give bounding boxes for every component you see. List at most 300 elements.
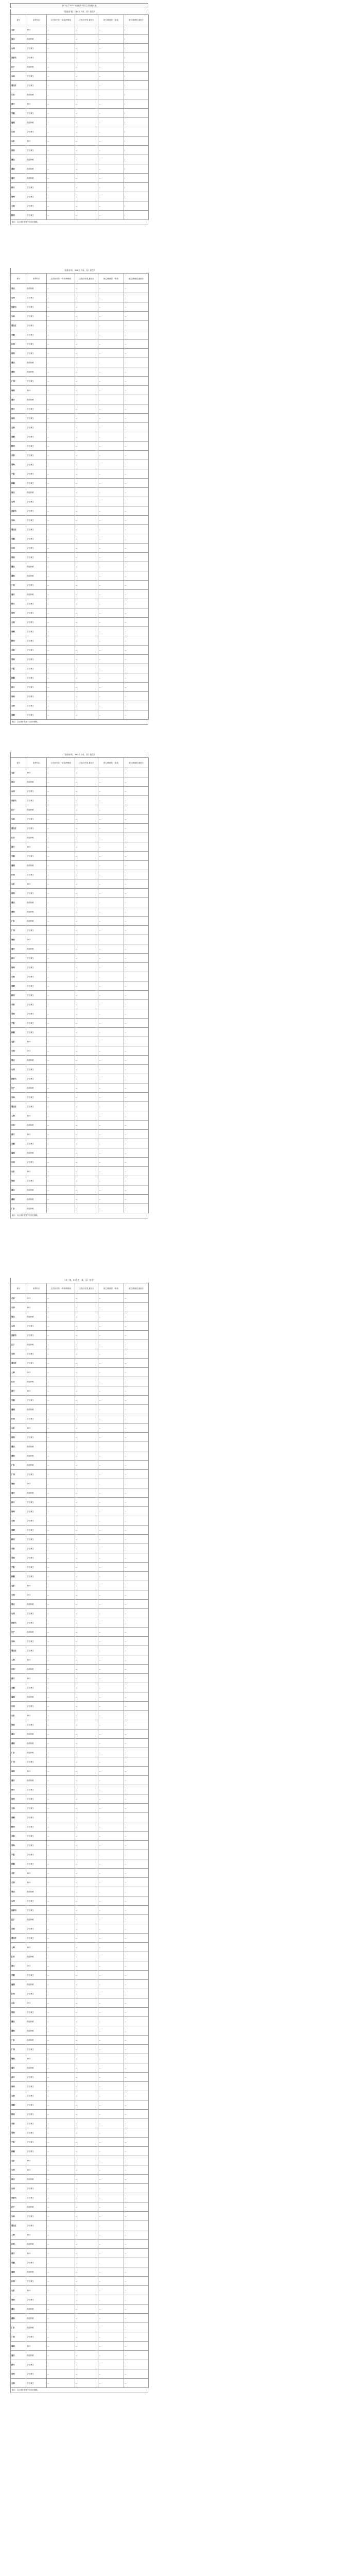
table-cell: — <box>75 683 98 692</box>
province-cell: 山西 <box>11 1065 26 1074</box>
table-cell: — <box>98 2147 124 2156</box>
table-row <box>11 367 149 377</box>
province-cell: 山西 <box>11 1896 26 1906</box>
table-cell: — <box>75 2323 98 2332</box>
table-cell: — <box>98 340 124 349</box>
table-cell: 3+3 <box>26 1655 47 1665</box>
table-row <box>11 1998 149 2008</box>
table-cell: — <box>75 1000 98 1009</box>
province-cell: 黑龙江 <box>11 321 26 330</box>
table-cell: 文史/理工 <box>26 1359 47 1368</box>
table-cell: 首选物理 <box>26 1083 47 1093</box>
table-cell: / <box>124 146 149 155</box>
table-cell: — <box>98 1739 124 1748</box>
table-cell: — <box>98 1822 124 1832</box>
table-cell: — <box>98 1028 124 1037</box>
table-cell: 首选物理 <box>26 2351 47 2360</box>
table-cell: — <box>98 1000 124 1009</box>
table-cell: — <box>47 1195 75 1204</box>
table-cell: — <box>98 2110 124 2119</box>
table-cell: — <box>98 1195 124 1204</box>
province-cell: 宁夏 <box>11 1850 26 1859</box>
table-row <box>11 62 149 72</box>
table-row <box>11 1887 149 1896</box>
table-header-cell: 高考科目 <box>26 274 47 284</box>
table-row <box>11 72 149 81</box>
province-cell: 贵州 <box>11 414 26 423</box>
table-cell: — <box>47 2008 75 2017</box>
table-cell: — <box>124 293 149 302</box>
table-cell: — <box>98 1553 124 1563</box>
table-header-cell: 理工/物理类 一本线 <box>98 15 124 25</box>
table-cell: — <box>98 1924 124 1934</box>
table-cell: / <box>124 35 149 44</box>
table-row <box>11 395 149 404</box>
table-cell: — <box>47 944 75 954</box>
table-cell: — <box>98 1590 124 1600</box>
table-cell: — <box>47 2221 75 2230</box>
province-cell: 辽宁 <box>11 1628 26 1637</box>
table-cell: — <box>98 1349 124 1359</box>
table-cell: — <box>98 44 124 53</box>
table-cell: — <box>98 1934 124 1943</box>
table-cell: 文史/理工 <box>26 1618 47 1628</box>
table-cell: — <box>98 852 124 861</box>
table-cell: — <box>75 1349 98 1359</box>
table-cell: — <box>75 2054 98 2063</box>
province-cell: 陕西 <box>11 1535 26 1544</box>
province-cell: 湖北 <box>11 358 26 367</box>
table-row <box>11 1019 149 1028</box>
table-cell: — <box>75 889 98 898</box>
table-cell: — <box>98 608 124 618</box>
table-cell: — <box>75 109 98 118</box>
table-cell: — <box>98 1702 124 1711</box>
table-row <box>11 2119 149 2128</box>
table-cell: — <box>75 627 98 636</box>
table-cell: — <box>98 1961 124 1971</box>
table-row <box>11 2240 149 2249</box>
table-cell: 首选物理 <box>26 2063 47 2073</box>
table-header-cell: 省份 <box>11 1283 26 1294</box>
table-cell: — <box>47 137 75 146</box>
table-cell: — <box>98 525 124 534</box>
table-row <box>11 109 149 118</box>
table-row <box>11 581 149 590</box>
province-cell: 广西 <box>11 2332 26 2342</box>
table-row <box>11 1674 149 1683</box>
table-cell: — <box>98 1544 124 1553</box>
table-cell: 文史/理工 <box>26 1609 47 1618</box>
province-cell: 北京 <box>11 1294 26 1303</box>
table-cell: — <box>75 1046 98 1056</box>
table-cell: — <box>124 1065 149 1074</box>
table-cell: — <box>75 1195 98 1204</box>
table-cell: 3+3 <box>26 1590 47 1600</box>
table-cell: 首选物理 <box>26 1748 47 1757</box>
table-row <box>11 571 149 581</box>
table-cell: 首选物理 <box>26 1204 47 1213</box>
table-cell: — <box>47 1832 75 1841</box>
table-cell: — <box>124 1037 149 1046</box>
table-cell: 文史/理工 <box>26 815 47 824</box>
table-row <box>11 2342 149 2351</box>
table-cell: — <box>124 497 149 506</box>
table-cell: — <box>47 2230 75 2240</box>
table-cell: — <box>47 1980 75 1989</box>
table-cell: — <box>98 442 124 451</box>
province-cell: 新疆 <box>11 1859 26 1869</box>
section-3 <box>10 752 148 1218</box>
table-cell: — <box>75 2369 98 2379</box>
table-cell: — <box>98 581 124 590</box>
table-cell: — <box>47 2100 75 2110</box>
table-cell: — <box>124 321 149 330</box>
table-cell: — <box>98 544 124 553</box>
province-cell: 山西 <box>11 497 26 506</box>
table-cell: — <box>47 972 75 981</box>
table-cell: 文史/理工 <box>26 1822 47 1832</box>
table-cell: — <box>75 1479 98 1488</box>
table-cell: — <box>75 2295 98 2304</box>
table-cell: — <box>75 1331 98 1340</box>
table-row <box>11 90 149 99</box>
table-row <box>11 805 149 815</box>
table-cell: — <box>47 1405 75 1414</box>
table-cell: — <box>98 469 124 479</box>
table-cell: 文史/理工 <box>26 1906 47 1915</box>
table-cell: — <box>98 963 124 972</box>
table-cell: — <box>124 2304 149 2314</box>
table-cell: — <box>75 423 98 432</box>
province-cell: 福建 <box>11 1148 26 1158</box>
table-cell: 3+3 <box>26 1581 47 1590</box>
table-cell: — <box>47 805 75 815</box>
province-cell: 云南 <box>11 1804 26 1813</box>
table-cell: — <box>75 2026 98 2036</box>
table-cell: 首选物理 <box>26 861 47 870</box>
table-cell: — <box>75 1442 98 1451</box>
table-cell: — <box>75 1158 98 1167</box>
table-cell: — <box>47 155 75 164</box>
table-cell: — <box>124 852 149 861</box>
table-cell: — <box>47 386 75 395</box>
table-cell: — <box>75 460 98 469</box>
province-cell: 贵州 <box>11 692 26 701</box>
table-cell: 文史/理工 <box>26 889 47 898</box>
table-cell: — <box>47 367 75 377</box>
table-cell: — <box>124 460 149 469</box>
table-cell: — <box>47 1303 75 1312</box>
table-cell: 文史/理工 <box>26 1971 47 1980</box>
province-cell: 新疆 <box>11 1028 26 1037</box>
table-cell: — <box>124 1046 149 1056</box>
table-cell: — <box>75 1711 98 1720</box>
table-row <box>11 1083 149 1093</box>
table-cell: — <box>124 1544 149 1553</box>
table-cell: — <box>47 1167 75 1176</box>
table-cell: — <box>98 516 124 525</box>
table-cell: — <box>47 1396 75 1405</box>
table-cell: — <box>75 2277 98 2286</box>
table-cell: — <box>98 1130 124 1139</box>
table-cell: — <box>98 1655 124 1665</box>
table-cell: — <box>47 1294 75 1303</box>
table-cell: 文史/理工 <box>26 1158 47 1167</box>
table-row <box>11 1813 149 1822</box>
table-cell: — <box>124 553 149 562</box>
table-cell: — <box>75 349 98 358</box>
province-cell: 北京 <box>11 1869 26 1878</box>
table-cell: — <box>98 1321 124 1331</box>
table-cell: — <box>98 1535 124 1544</box>
table-cell: — <box>75 1176 98 1185</box>
table-row <box>11 636 149 646</box>
province-cell: 江苏 <box>11 2240 26 2249</box>
table-cell: — <box>124 1158 149 1167</box>
table-cell: — <box>75 164 98 174</box>
table-cell: — <box>47 1488 75 1498</box>
table-row <box>11 1683 149 1692</box>
table-cell: — <box>47 1720 75 1730</box>
table-cell: 文史/理工 <box>26 787 47 796</box>
section-2 <box>10 268 148 725</box>
table-cell: — <box>124 1822 149 1832</box>
table-row <box>11 2054 149 2063</box>
table-cell: — <box>75 2165 98 2175</box>
table-cell: 首选物理 <box>26 1195 47 1204</box>
province-cell: 重庆 <box>11 2063 26 2073</box>
table-cell: — <box>47 1572 75 1581</box>
table-cell: 文史/理工 <box>26 1757 47 1767</box>
table-cell: — <box>47 1083 75 1093</box>
table-cell: — <box>124 488 149 497</box>
table-cell: — <box>75 544 98 553</box>
table-cell: — <box>75 1037 98 1046</box>
table-cell: — <box>75 553 98 562</box>
table-row <box>11 917 149 926</box>
table-cell: — <box>98 2379 124 2388</box>
table-cell: — <box>47 683 75 692</box>
table-cell: — <box>75 174 98 183</box>
table-cell: 文史/理工 <box>26 1433 47 1442</box>
table-cell: — <box>124 1665 149 1674</box>
table-cell: — <box>98 1887 124 1896</box>
table-cell: — <box>124 2342 149 2351</box>
table-cell: — <box>75 926 98 935</box>
table-cell: — <box>124 1628 149 1637</box>
table-cell: — <box>75 2119 98 2128</box>
table-cell: — <box>124 2026 149 2036</box>
province-cell: 云南 <box>11 2379 26 2388</box>
table-cell: 3+3 <box>26 137 47 146</box>
table-cell: — <box>124 330 149 340</box>
table-cell: — <box>75 805 98 815</box>
table-row <box>11 1368 149 1377</box>
section-1 <box>10 9 148 225</box>
table-cell: — <box>75 861 98 870</box>
table-cell: — <box>124 2314 149 2323</box>
table-cell: — <box>124 824 149 833</box>
table-cell: — <box>124 2323 149 2332</box>
province-cell: 河北 <box>11 2175 26 2184</box>
table-row <box>11 1498 149 1507</box>
table-cell: — <box>47 1785 75 1794</box>
table-cell: — <box>124 2286 149 2295</box>
table-cell: 文史/理工 <box>26 1526 47 1535</box>
table-cell: — <box>98 2369 124 2379</box>
table-cell: — <box>98 590 124 599</box>
table-cell: / <box>124 72 149 81</box>
table-cell: 首选物理 <box>26 1340 47 1349</box>
table-cell: — <box>124 1692 149 1702</box>
table-cell: — <box>75 1748 98 1757</box>
table-cell: 文史/理工 <box>26 516 47 525</box>
table-cell: — <box>98 2175 124 2184</box>
table-header-row <box>11 758 149 768</box>
province-cell: 甘肃 <box>11 646 26 655</box>
table-cell: — <box>98 1451 124 1461</box>
table-cell: — <box>75 1028 98 1037</box>
table-row <box>11 2110 149 2119</box>
table-cell: — <box>75 870 98 879</box>
province-cell: 广西 <box>11 1757 26 1767</box>
table-cell: — <box>124 991 149 1000</box>
table-cell: — <box>75 1850 98 1859</box>
table-cell: 首选物理 <box>26 833 47 842</box>
table-cell: — <box>75 2156 98 2165</box>
table-cell: 首选物理 <box>26 1148 47 1158</box>
table-row <box>11 673 149 683</box>
province-cell: 湖南 <box>11 164 26 174</box>
table-row <box>11 963 149 972</box>
table-cell: — <box>47 1074 75 1083</box>
table-cell: — <box>47 1065 75 1074</box>
table-cell: — <box>98 954 124 963</box>
table-cell: — <box>98 81 124 90</box>
table-cell: 文史/理工 <box>26 414 47 423</box>
province-cell: 辽宁 <box>11 2202 26 2212</box>
province-cell: 河北 <box>11 1056 26 1065</box>
table-cell: — <box>98 1294 124 1303</box>
table-cell: — <box>124 646 149 655</box>
table-cell: — <box>124 777 149 787</box>
table-cell: — <box>47 525 75 534</box>
table-cell: — <box>124 1600 149 1609</box>
table-cell: 首选物理 <box>26 1730 47 1739</box>
province-cell: 湖南 <box>11 1739 26 1748</box>
table-cell: — <box>75 1507 98 1516</box>
table-cell: / <box>124 137 149 146</box>
table-cell: — <box>124 1980 149 1989</box>
table-cell: — <box>75 183 98 192</box>
table-cell: 文史/理工 <box>26 2295 47 2304</box>
table-cell: — <box>98 1952 124 1961</box>
table-cell: — <box>47 2175 75 2184</box>
table-cell: — <box>124 1563 149 1572</box>
table-cell: — <box>47 2128 75 2138</box>
table-cell: — <box>75 2110 98 2119</box>
table-cell: 首选物理 <box>26 907 47 917</box>
table-cell: — <box>98 2230 124 2240</box>
table-cell: — <box>47 562 75 571</box>
table-cell: 文史/理工 <box>26 1544 47 1553</box>
province-cell: 江西 <box>11 870 26 879</box>
province-cell: 云南 <box>11 2091 26 2100</box>
table-cell: — <box>75 81 98 90</box>
table-cell: — <box>124 1859 149 1869</box>
table-cell: — <box>47 1618 75 1628</box>
table-cell: — <box>47 330 75 340</box>
province-cell: 湖北 <box>11 2304 26 2314</box>
table-cell: — <box>98 330 124 340</box>
table-cell: — <box>47 646 75 655</box>
table-cell: 3+3 <box>26 386 47 395</box>
table-cell: — <box>98 1971 124 1980</box>
table-cell: — <box>75 1377 98 1386</box>
table-cell: — <box>98 1943 124 1952</box>
province-cell: 西藏 <box>11 1813 26 1822</box>
table-cell: — <box>124 1674 149 1683</box>
table-row <box>11 1396 149 1405</box>
table-cell: — <box>124 1961 149 1971</box>
table-cell: — <box>98 211 124 220</box>
table-cell: — <box>47 2295 75 2304</box>
table-cell: — <box>47 852 75 861</box>
table-cell: — <box>75 1906 98 1915</box>
table-cell: — <box>75 192 98 201</box>
table-cell: — <box>75 1971 98 1980</box>
table-cell: — <box>98 146 124 155</box>
table-cell: — <box>47 796 75 805</box>
table-header-cell: 理工/物理类 最低分 <box>124 15 149 25</box>
table-cell: — <box>47 553 75 562</box>
table-cell: — <box>124 358 149 367</box>
province-cell: 山西 <box>11 787 26 796</box>
table-cell: 文史/理工 <box>26 442 47 451</box>
table-cell: — <box>98 1730 124 1739</box>
table-cell: — <box>124 1451 149 1461</box>
table-cell: — <box>124 395 149 404</box>
table-cell: — <box>75 581 98 590</box>
table-cell: — <box>75 1590 98 1600</box>
table-row <box>11 442 149 451</box>
table-cell: — <box>75 1130 98 1139</box>
table-cell: — <box>75 1433 98 1442</box>
table-row <box>11 44 149 53</box>
table-cell: 文史/理工 <box>26 1331 47 1340</box>
table-cell: — <box>47 1906 75 1915</box>
section-title: 《本一批，83个省（本、历）招生》 <box>10 1278 148 1283</box>
table-cell: — <box>75 1804 98 1813</box>
province-cell: 湖北 <box>11 155 26 164</box>
table-cell: — <box>75 935 98 944</box>
table-row <box>11 1093 149 1102</box>
table-cell: — <box>124 768 149 777</box>
province-cell: 河南 <box>11 146 26 155</box>
table-cell: — <box>47 1368 75 1377</box>
table-cell: — <box>47 991 75 1000</box>
table-cell: — <box>75 963 98 972</box>
table-row <box>11 497 149 506</box>
table-cell: — <box>124 2230 149 2240</box>
table-row <box>11 127 149 137</box>
table-row <box>11 824 149 833</box>
table-cell: — <box>75 2184 98 2193</box>
table-cell: — <box>47 312 75 321</box>
table-cell: — <box>124 1102 149 1111</box>
table-cell: — <box>75 211 98 220</box>
